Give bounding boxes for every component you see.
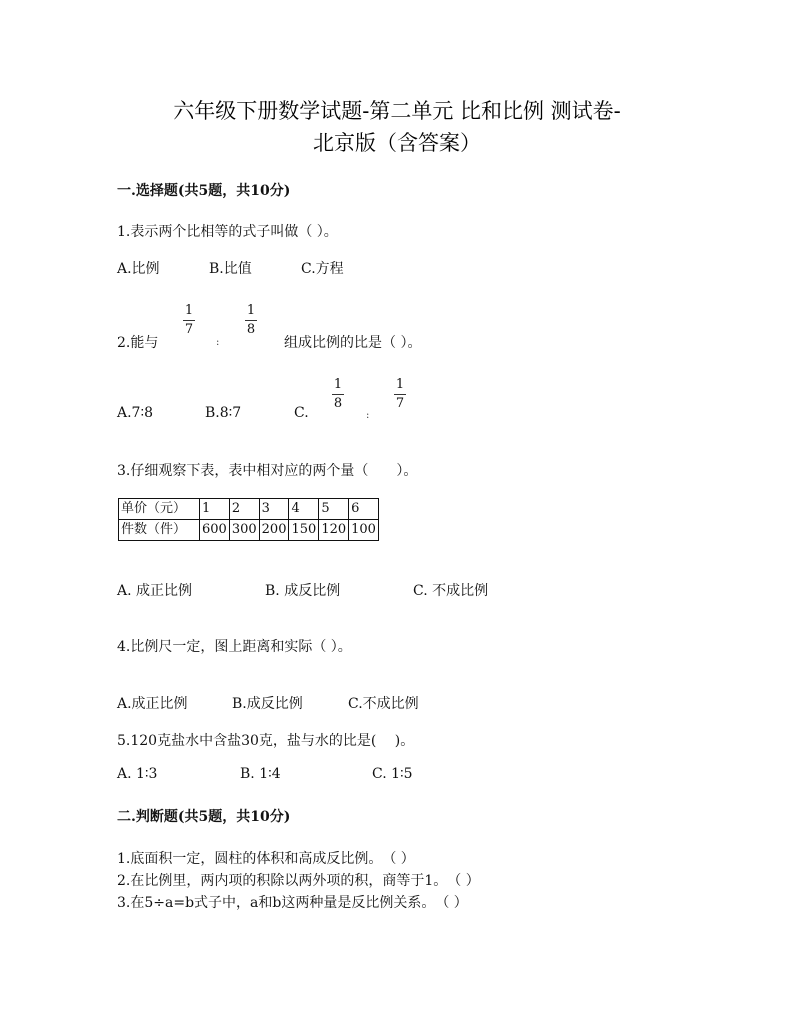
q4-stem: 4.比例尺一定，图上距离和实际（ ）。 (117, 639, 352, 655)
q1-stem: 1.表示两个比相等的式子叫做（ ）。 (117, 224, 338, 240)
q2-fraction-b (244, 304, 258, 337)
judge-item-3: 3.在5÷a=b式子中，a和b这两种量是反比例关系。 （ ） (117, 895, 468, 911)
table-cell: 6 (349, 499, 379, 520)
q2-option-a: A.7∶8 (117, 405, 154, 421)
table-cell: 5 (319, 499, 349, 520)
q2-fraction-b-numerator: 1 (246, 303, 256, 318)
q3-option-c: C. 不成比例 (413, 583, 489, 599)
table-cell: 单价（元） (119, 499, 200, 520)
q2-stem-suffix: 组成比例的比是（ ）。 (284, 335, 422, 351)
q4-option-c: C.不成比例 (348, 696, 419, 712)
judge-item-2: 2.在比例里，两内项的积除以两外项的积，商等于1。 （ ） (117, 873, 480, 889)
table-cell: 3 (259, 499, 289, 520)
table-cell: 100 (349, 520, 379, 541)
table-cell: 2 (229, 499, 259, 520)
q2-option-c-fraction-b-denominator: 7 (395, 396, 405, 411)
q2-option-c-colon: : (366, 410, 370, 421)
table-cell: 600 (200, 520, 230, 541)
q2-option-b: B.8∶7 (205, 405, 242, 421)
q5-option-a: A. 1∶3 (117, 766, 158, 782)
table-cell: 120 (319, 520, 349, 541)
section2-heading: 二.判断题(共5题，共10分) (117, 809, 291, 825)
q2-colon: : (216, 337, 220, 348)
table-row (119, 499, 379, 520)
q2-option-c-fraction-a-numerator: 1 (333, 377, 343, 392)
q3-price-quantity-table (118, 498, 379, 541)
table-cell: 150 (289, 520, 319, 541)
q2-fraction-a-bar (183, 320, 195, 321)
section1-heading: 一.选择题(共5题，共10分) (117, 183, 291, 199)
q2-fraction-b-denominator: 8 (246, 322, 256, 337)
q2-fraction-a-numerator: 1 (184, 303, 194, 318)
table-cell: 300 (229, 520, 259, 541)
q2-stem-prefix: 2.能与 (117, 335, 159, 351)
q2-fraction-a-denominator: 7 (184, 322, 194, 337)
table-cell: 200 (259, 520, 289, 541)
table-cell: 4 (289, 499, 319, 520)
table-cell: 1 (200, 499, 230, 520)
q5-option-c: C. 1∶5 (372, 766, 413, 782)
q2-option-c-fraction-a-denominator: 8 (333, 396, 343, 411)
q1-option-b: B.比值 (209, 261, 252, 277)
table-cell: 件数（件） (119, 520, 200, 541)
q3-option-a: A. 成正比例 (117, 583, 193, 599)
q2-option-c-fraction-b-numerator: 1 (395, 377, 405, 392)
q5-stem: 5.120克盐水中含盐30克，盐与水的比是( )。 (117, 733, 415, 749)
q3-option-b: B. 成反比例 (265, 583, 341, 599)
q2-option-c: C. (294, 405, 309, 421)
page-title-line1: 六年级下册数学试题-第二单元 比和比例 测试卷- (173, 99, 621, 123)
q2-fraction-a (182, 304, 196, 337)
q2-fraction-b-bar (245, 320, 257, 321)
q2-option-c-fraction-b (393, 378, 407, 411)
judge-item-1: 1.底面积一定，圆柱的体积和高成反比例。 （ ） (117, 851, 415, 867)
q3-stem: 3.仔细观察下表，表中相对应的两个量（ ）。 (117, 463, 418, 479)
q2-option-c-fraction-b-bar (394, 394, 406, 395)
q2-option-c-fraction-a (331, 378, 345, 411)
q4-option-b: B.成反比例 (232, 696, 303, 712)
q2-option-c-fraction-a-bar (332, 394, 344, 395)
q5-option-b: B. 1∶4 (240, 766, 281, 782)
table-row (119, 520, 379, 541)
q1-option-c: C.方程 (301, 261, 344, 277)
q4-option-a: A.成正比例 (117, 696, 188, 712)
q1-option-a: A.比例 (117, 261, 160, 277)
page-title-line2: 北京版（含答案） (313, 131, 481, 155)
